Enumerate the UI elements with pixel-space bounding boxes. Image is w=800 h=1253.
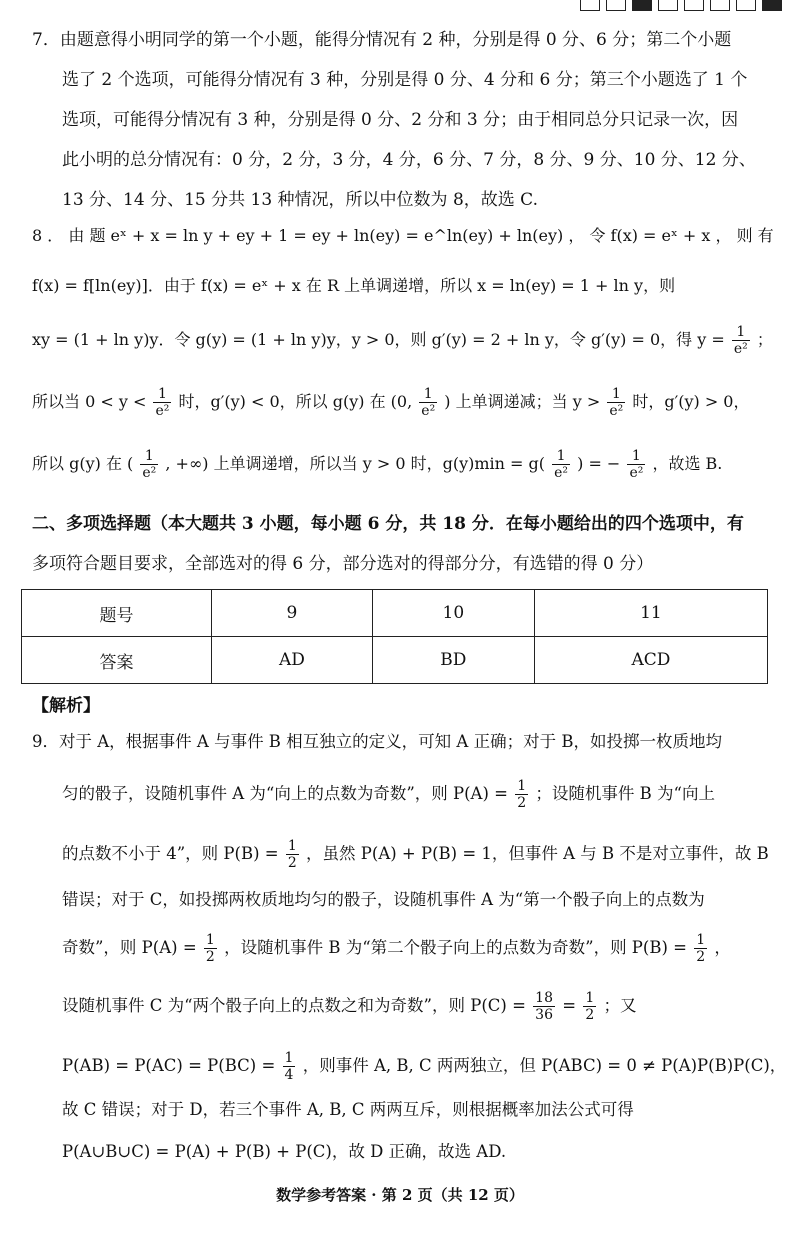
fraction-1-over-e2: $\frac{1}{\text{e²}}$ bbox=[421, 386, 436, 419]
table-cell: BD bbox=[372, 637, 534, 684]
table-cell: 10 bbox=[372, 590, 534, 637]
fraction-1-over-2: $\frac{1}{2}$ bbox=[585, 990, 595, 1023]
q9-text: 奇数”，则 P(A) = bbox=[62, 938, 197, 957]
q9-text: 的点数不小于 4”，则 P(B) = bbox=[62, 844, 279, 863]
table-row bbox=[22, 637, 768, 684]
q7-line: 7．由题意得小明同学的第一个小题，能得分情况有 2 种，分别是得 0 分、6 分；第二个小题 bbox=[32, 30, 732, 50]
fraction-1-over-2: $\frac{1}{2}$ bbox=[696, 932, 706, 965]
q8-text: ，故选 B. bbox=[652, 454, 723, 473]
section-2-text: 二、多项选择题（本大题共 3 小题，每小题 6 分，共 18 分．在每小题给出的四个选项中，有 bbox=[32, 514, 744, 534]
q8-text: 所以 g(y) 在 ( bbox=[32, 454, 134, 473]
q7-line: 此小明的总分情况有：0 分，2 分，3 分，4 分，6 分、7 分，8 分、9 分、10 分、12 分、 bbox=[62, 150, 756, 170]
q9-text: ， bbox=[714, 938, 731, 957]
q8-line-5 bbox=[32, 444, 778, 484]
q8-text: ) = − bbox=[577, 454, 621, 473]
q9-line bbox=[32, 834, 778, 874]
q8-text: xy = (1 + ln y)y．令 g(y) = (1 + ln y)y，y > 0，则 g′(y) = 2 + ln y，令 g′(y) = 0，得 y = bbox=[32, 330, 725, 349]
q8-text: 所以当 0 < y < bbox=[32, 392, 147, 411]
q9-line: 9．对于 A，根据事件 A 与事件 B 相互独立的定义，可知 A 正确；对于 B，如投掷一枚质地均 bbox=[32, 732, 722, 751]
q8-line-4 bbox=[32, 382, 778, 422]
fraction-1-over-e2: $\frac{1}{\text{e²}}$ bbox=[733, 324, 748, 357]
q7-line: 选了 2 个选项，可能得分情况有 3 种，分别是得 0 分、4 分和 6 分；第三个小题选了 1 个 bbox=[62, 70, 748, 90]
q9-line: 故 C 错误；对于 D，若三个事件 A, B, C 两两互斥，则根据概率加法公式可得 bbox=[62, 1100, 634, 1119]
answer-table bbox=[21, 589, 768, 684]
registration-marks bbox=[580, 0, 782, 11]
q8-text: ) 上单调递减；当 y > bbox=[444, 392, 601, 411]
fraction-1-over-e2: $\frac{1}{\text{e²}}$ bbox=[155, 386, 170, 419]
q9-line bbox=[32, 774, 778, 814]
q9-paragraph bbox=[32, 722, 787, 1172]
fraction-1-over-e2: $\frac{1}{\text{e²}}$ bbox=[142, 448, 157, 481]
q8-text: 时，g′(y) < 0，所以 g(y) 在 (0, bbox=[178, 392, 413, 411]
table-header-cell: 答案 bbox=[22, 637, 212, 684]
q9-line: 错误；对于 C，如投掷两枚质地均匀的骰子，设随机事件 A 为“第一个骰子向上的点数为 bbox=[62, 890, 705, 909]
analysis-label: 【解析】 bbox=[32, 696, 100, 716]
q9-line: P(A∪B∪C) = P(A) + P(B) + P(C)，故 D 正确，故选 AD. bbox=[62, 1142, 507, 1161]
q9-text: 匀的骰子，设随机事件 A 为“向上的点数为奇数”，则 P(A) = bbox=[62, 784, 508, 803]
q8-line-3 bbox=[32, 320, 778, 360]
q9-text: ，则事件 A, B, C 两两独立，但 P(ABC) = 0 ≠ P(A)P(B)P(C)， bbox=[302, 1056, 787, 1075]
q9-text: 设随机事件 C 为“两个骰子向上的点数之和为奇数”，则 P(C) = bbox=[62, 996, 526, 1015]
q9-text: ，虽然 P(A) + P(B) = 1，但事件 A 与 B 不是对立事件，故 B bbox=[306, 844, 769, 863]
q7-paragraph bbox=[32, 20, 778, 220]
fraction-1-over-e2: $\frac{1}{\text{e²}}$ bbox=[609, 386, 624, 419]
q8-text: 时，g′(y) > 0， bbox=[632, 392, 750, 411]
q9-line bbox=[32, 928, 778, 968]
q7-line: 13 分、14 分、15 分共 13 种情况，所以中位数为 8，故选 C. bbox=[62, 190, 538, 210]
q9-text: P(AB) = P(AC) = P(BC) = bbox=[62, 1056, 276, 1075]
table-cell: 9 bbox=[212, 590, 373, 637]
table-cell: ACD bbox=[534, 637, 767, 684]
q9-text: ，设随机事件 B 为“第二个骰子向上的点数为奇数”，则 P(B) = bbox=[224, 938, 687, 957]
fraction-1-over-e2: $\frac{1}{\text{e²}}$ bbox=[629, 448, 644, 481]
section-2-line-2: 多项符合题目要求，全部选对的得 6 分，部分选对的得部分分，有选错的得 0 分） bbox=[32, 554, 654, 574]
q9-line bbox=[32, 1046, 787, 1086]
q8-text: , +∞) 上单调递增，所以当 y > 0 时，g(y)min = g( bbox=[165, 454, 546, 473]
fraction-1-over-2: $\frac{1}{2}$ bbox=[287, 838, 297, 871]
page-footer: 数学参考答案 · 第 2 页（共 12 页） bbox=[276, 1186, 524, 1204]
fraction-1-over-4: $\frac{1}{4}$ bbox=[284, 1050, 294, 1083]
q8-line-1: 8 ． 由 题 eˣ + x = ln y + ey + 1 = ey + ln(ey) = e^ln(ey) + ln(ey) ， 令 f(x) = eˣ + x ， 则 有 bbox=[32, 226, 774, 245]
q9-text: ；又 bbox=[603, 996, 637, 1015]
table-row bbox=[22, 590, 768, 637]
q8-paragraph bbox=[32, 216, 778, 484]
q9-text: = bbox=[562, 996, 577, 1015]
q7-line: 选项，可能得分情况有 3 种，分别是得 0 分、2 分和 3 分；由于相同总分只记录一次，因 bbox=[62, 110, 739, 130]
q9-line bbox=[32, 986, 778, 1026]
fraction-1-over-e2: $\frac{1}{\text{e²}}$ bbox=[554, 448, 569, 481]
table-cell: AD bbox=[212, 637, 373, 684]
section-2-heading bbox=[32, 504, 778, 584]
table-cell: 11 bbox=[534, 590, 767, 637]
table-header-cell: 题号 bbox=[22, 590, 212, 637]
q8-line-2: f(x) = f[ln(ey)]．由于 f(x) = eˣ + x 在 R 上单调递增，所以 x = ln(ey) = 1 + ln y，则 bbox=[32, 276, 676, 295]
section-2-line-1 bbox=[32, 504, 778, 544]
fraction-18-over-36: $\frac{18}{36}$ bbox=[535, 990, 553, 1023]
q8-text: ； bbox=[756, 330, 773, 349]
fraction-1-over-2: $\frac{1}{2}$ bbox=[517, 778, 527, 811]
fraction-1-over-2: $\frac{1}{2}$ bbox=[205, 932, 215, 965]
q9-text: ；设随机事件 B 为“向上 bbox=[535, 784, 715, 803]
